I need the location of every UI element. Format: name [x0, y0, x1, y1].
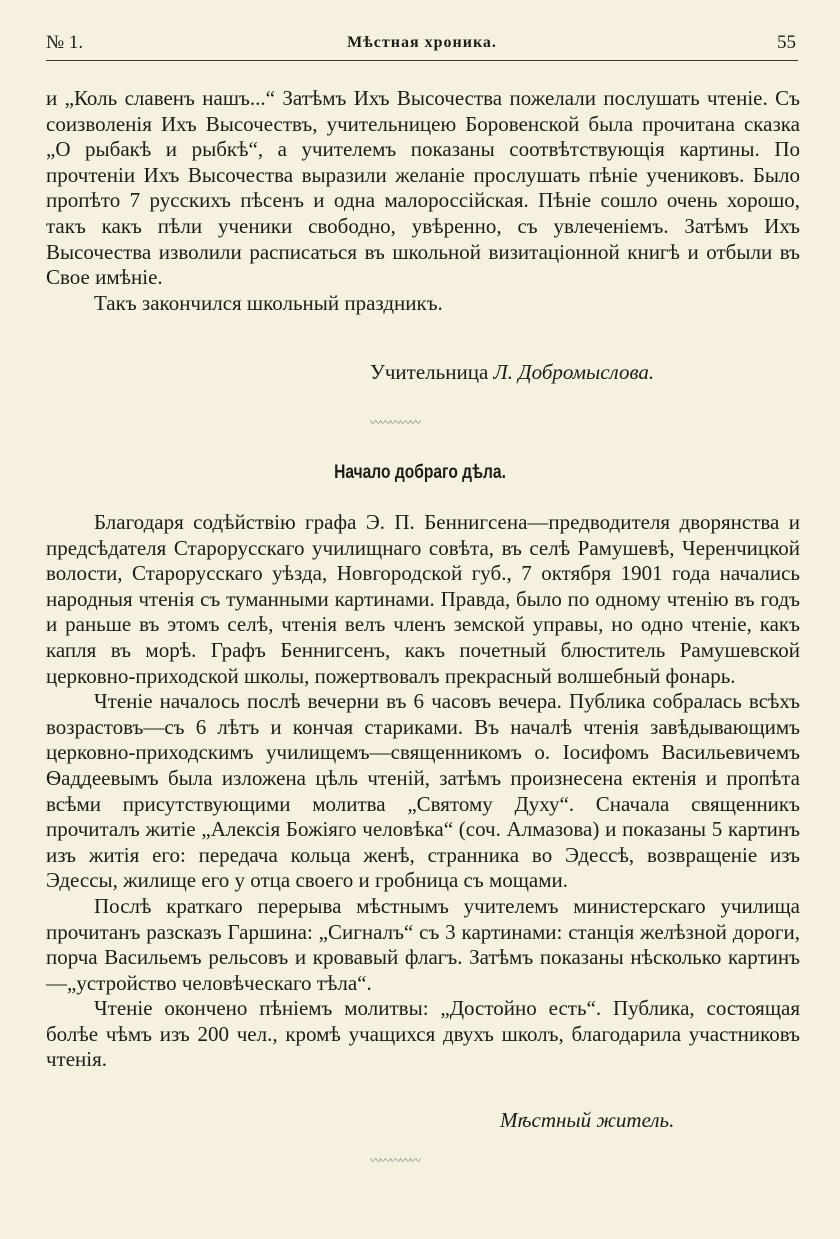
article-1-signature	[370, 360, 654, 385]
section-title: Мѣстная хроника.	[347, 34, 497, 51]
article-2-body	[46, 510, 800, 1073]
page-header	[46, 30, 798, 61]
article-2-heading: Начало добраго дѣла.	[334, 462, 506, 483]
paragraph: Послѣ краткаго перерыва мѣстнымъ учителемъ министерскаго училища прочитанъ разсказъ Гаршина: „Сигналъ“ съ 3 картинами: станція желѣзной дороги, порча Васильемъ рельсовъ и кровавый флагъ. Затѣмъ показаны нѣсколько картинъ—„устройство человѣческаго тѣла“.	[46, 893, 800, 995]
paragraph: Чтеніе окончено пѣніемъ молитвы: „Достойно есть“. Публика, состоящая болѣе чѣмъ изъ 200 чел., кромѣ учащихся двухъ школъ, благодарила участниковъ чтенія.	[46, 996, 800, 1072]
article-2-signature	[500, 1108, 674, 1133]
paragraph: и „Коль славенъ нашъ...“ Затѣмъ Ихъ Высочества пожелали послушать чтеніе. Съ соизволенія Ихъ Высочествъ, учительницею Боровенской была прочитана сказка „О рыбакѣ и рыбкѣ“, а учителемъ показаны соотвѣтствующія картины. По прочтеніи Ихъ Высочества выразили желаніе прослушать пѣніе учениковъ. Было пропѣто 7 русскихъ пѣсенъ и одна малороссійская. Пѣніе сошло очень хорошо, такъ какъ пѣли ученики свободно, увѣренно, съ увлеченіемъ. Затѣмъ Ихъ Высочества изволили расписаться въ школьной визитаціонной книгѣ и отбыли въ Свое имѣніе.	[46, 86, 800, 290]
ornament-divider: 〰〰〰〰〰	[370, 1154, 420, 1167]
page-number: 55	[777, 32, 796, 53]
article-1-body	[46, 86, 800, 316]
paragraph: Чтеніе началось послѣ вечерни въ 6 часовъ вечера. Публика собралась всѣхъ возрастовъ—съ 6 лѣтъ и кончая стариками. Въ началѣ чтенія завѣдывающимъ церковно-приходскимъ училищемъ—священникомъ о. Іосифомъ Васильевичемъ Ѳаддеевымъ была изложена цѣль чтеній, затѣмъ произнесена ектенія и пропѣта всѣми присутствующими молитва „Святому Духу“. Сначала священникъ прочиталъ житіе „Алексія Божіяго человѣка“ (соч. Алмазова) и показаны 5 картинъ изъ житія его: передача кольца женѣ, странника во Эдессѣ, возвращеніе изъ Эдессы, жилище его у отца своего и гробница съ мощами.	[46, 689, 800, 893]
signature-name: Л. Добромыслова.	[493, 360, 655, 384]
paragraph: Такъ закончился школьный праздникъ.	[94, 290, 443, 315]
signature-label: Учительница	[370, 360, 489, 384]
ornament-divider: 〰〰〰〰〰	[370, 416, 420, 429]
paragraph: Благодаря содѣйствію графа Э. П. Беннигсена—предводителя дворянства и предсѣдателя Старорусскаго училищнаго совѣта, въ селѣ Рамушевѣ, Черенчицкой волости, Старорусскаго уѣзда, Новгородской губ., 7 октября 1901 года начались народныя чтенія съ туманными картинами. Правда, было по одному чтенію въ годъ и раньше въ этомъ селѣ, чтенія велъ членъ земской управы, но одно чтеніе, какъ капля въ морѣ. Графъ Беннигсенъ, какъ почетный блюститель Рамушевской церковно-приходской школы, пожертвовалъ прекрасный волшебный фонарь.	[46, 510, 800, 688]
issue-number: № 1.	[46, 32, 84, 53]
signature-name: Мѣстный житель.	[500, 1108, 675, 1132]
